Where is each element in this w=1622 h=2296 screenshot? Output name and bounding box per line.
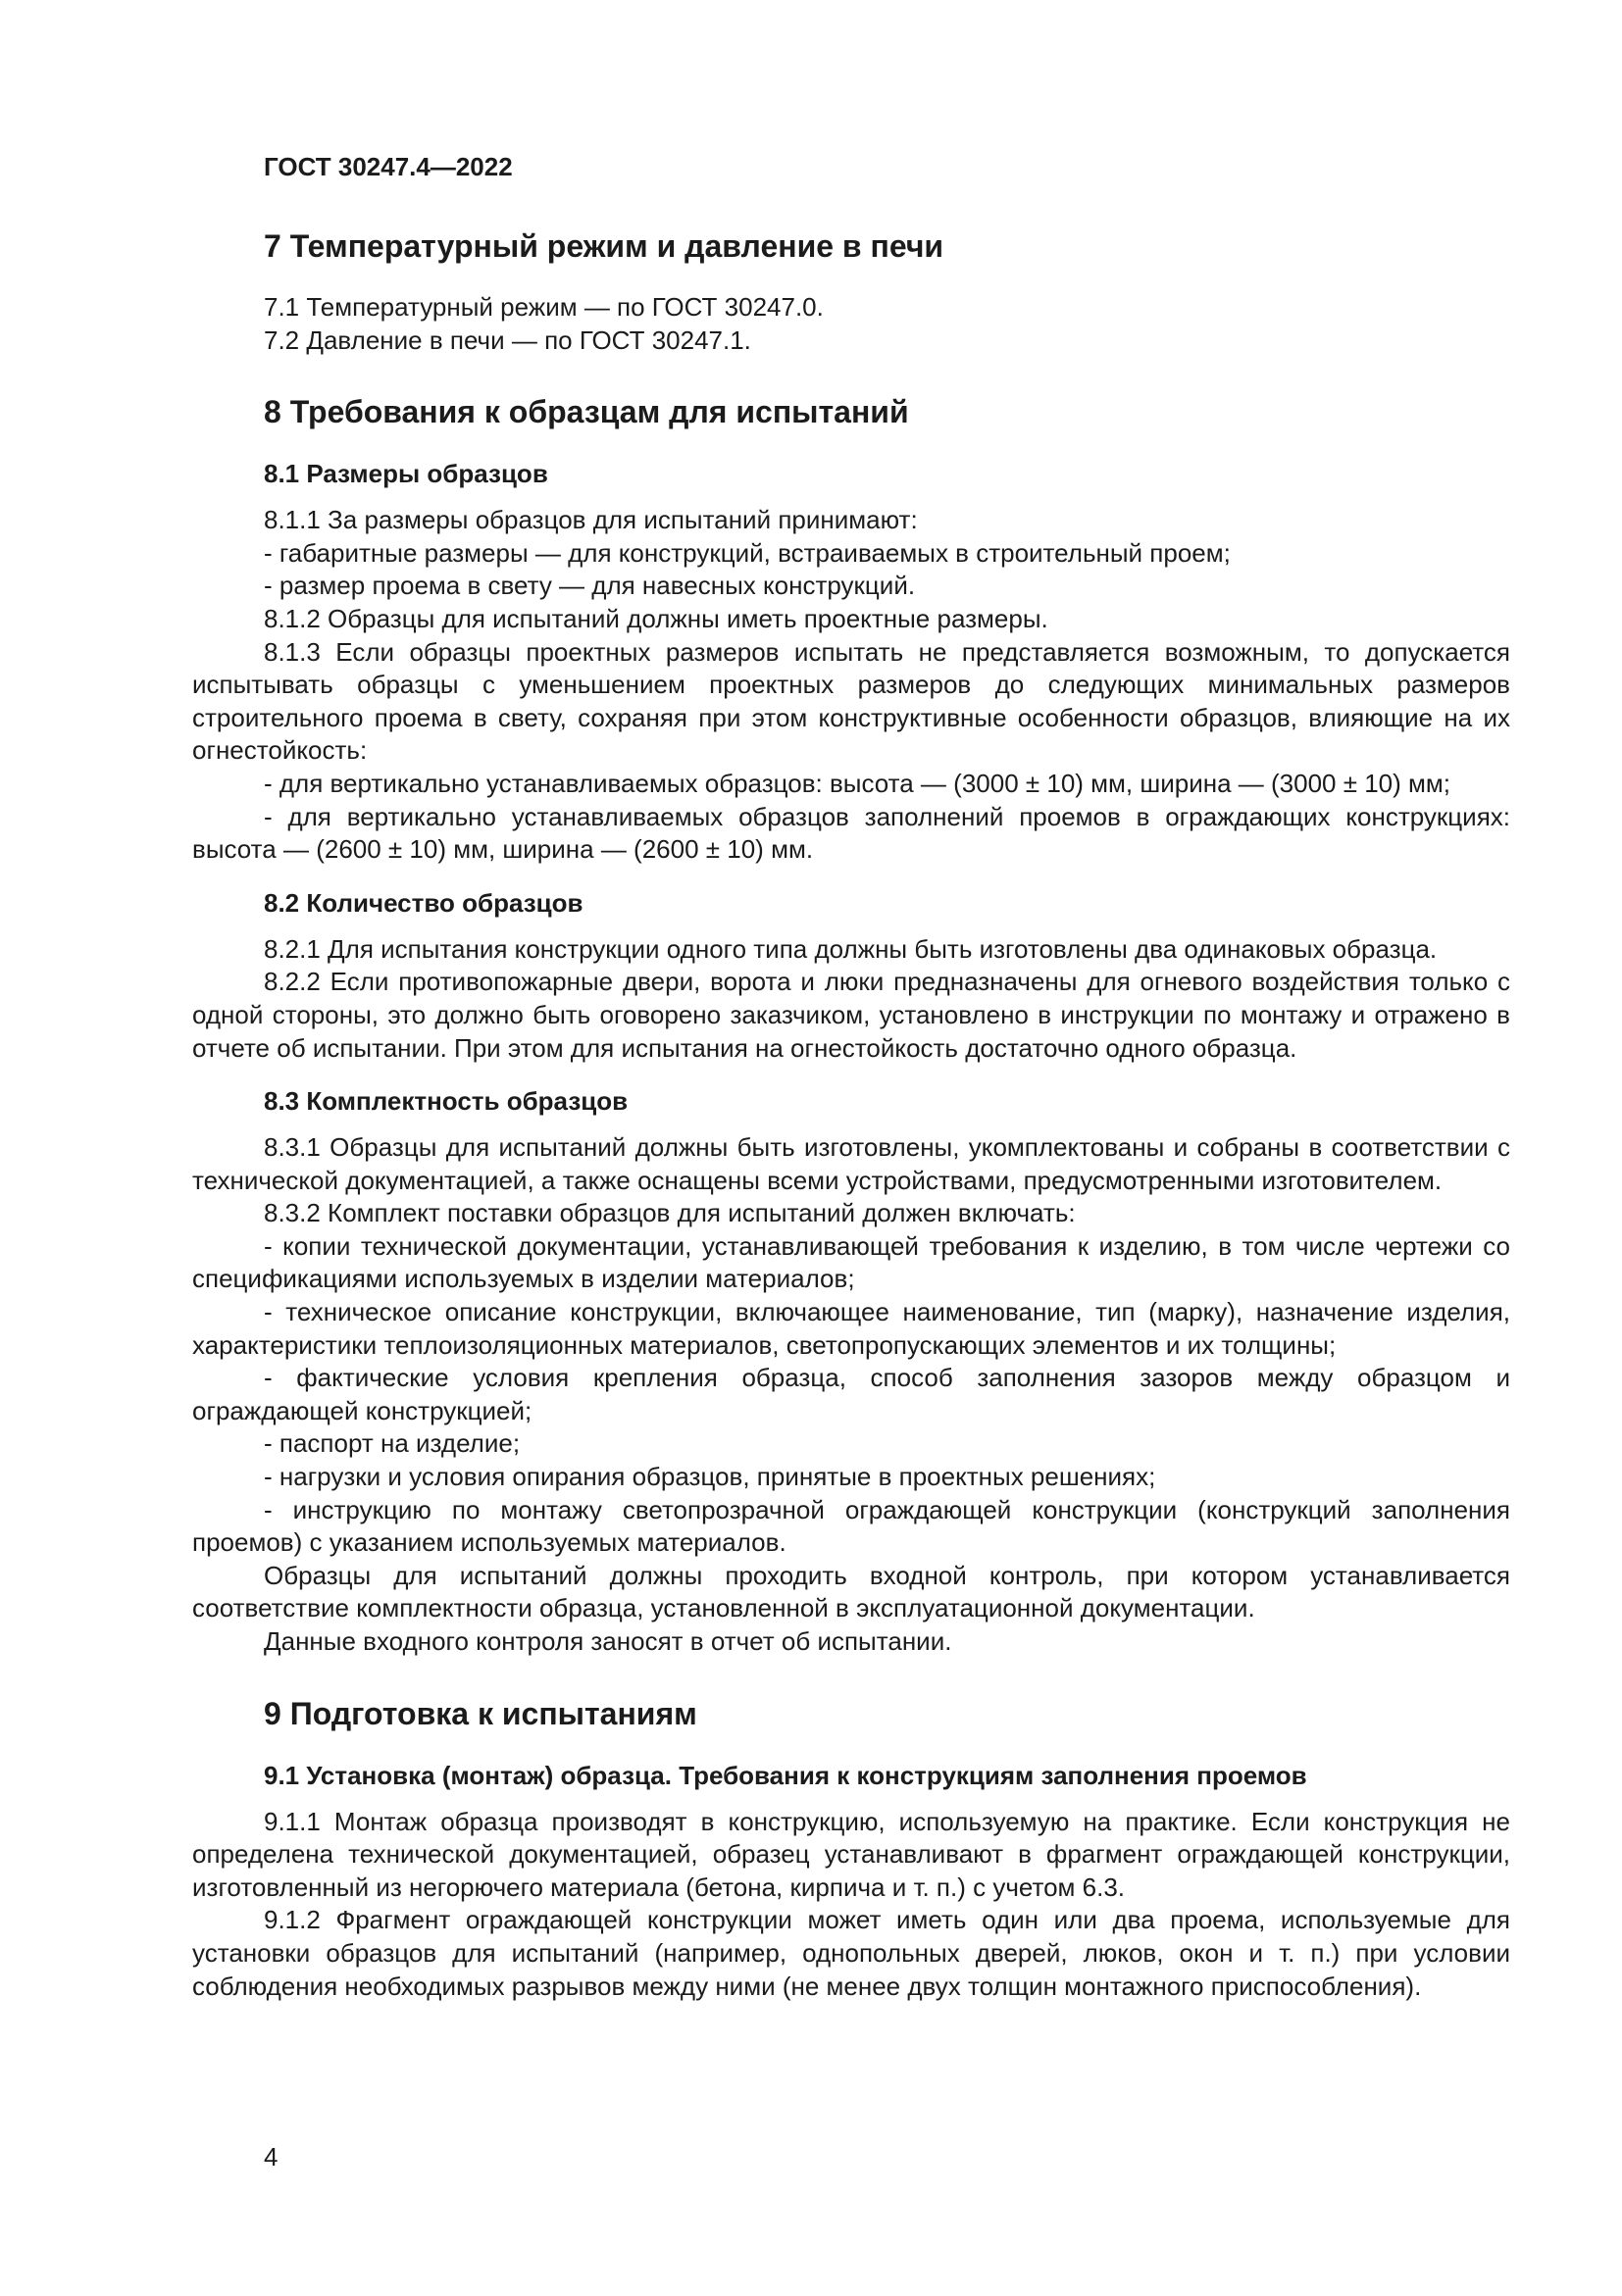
list-item: - фактические условия крепления образца, способ заполнения зазоров между образцом и ограждающей конструкцией; [192, 1363, 1510, 1425]
list-item: - размер проема в свету — для навесных конструкций. [264, 571, 916, 601]
list-item: - паспорт на изделие; [264, 1428, 521, 1459]
para-7-1: 7.1 Температурный режим — по ГОСТ 30247.0. [264, 292, 824, 322]
subsection-8-1-title: 8.1 Размеры образцов [264, 459, 548, 489]
list-item: - габаритные размеры — для конструкций, встраиваемых в строительный проем; [264, 537, 1231, 568]
page-content [192, 226, 1510, 2003]
para-9-1-2: 9.1.2 Фрагмент ограждающей конструкции может иметь один или два проема, используемые для установки образцов для испытаний (например, однопольных дверей, люков, окон и т. п.) при условии соблюдения необходимых разрывов между ними (не менее двух толщин монтажного приспособления). [192, 1905, 1510, 2001]
page-number: 4 [264, 2142, 279, 2171]
para-8-2-2: 8.2.2 Если противопожарные двери, ворота и люки предназначены для огневого воздействия только с одной стороны, это должно быть оговорено заказчиком, установлено в инструкции по монтажу и отражено в отчете об испытании. При этом для испытания на огнестойкость достаточно одного образца. [192, 967, 1510, 1063]
list-item: - для вертикально устанавливаемых образцов: высота — (3000 ± 10) мм, ширина — (3000 ± 10) мм; [264, 768, 1450, 798]
para-8-1-3: 8.1.3 Если образцы проектных размеров испытать не представляется возможным, то допускается испытывать образцы с уменьшением проектных размеров до следующих минимальных размеров строительного проема в свету, сохраняя при этом конструктивные особенности образцов, влияющие на их огнестойкость: [192, 636, 1510, 766]
list-item: - копии технической документации, устанавливающей требования к изделию, в том числе чертежи со спецификациями используемых в изделии материалов; [192, 1230, 1510, 1294]
list-item: - инструкцию по монтажу светопрозрачной ограждающей конструкции (конструкций заполнения проемов) с указанием используемых материалов. [192, 1494, 1510, 1558]
list-item: - нагрузки и условия опирания образцов, принятые в проектных решениях; [264, 1462, 1156, 1492]
para-7-2: 7.2 Давление в печи — по ГОСТ 30247.1. [264, 324, 751, 355]
list-item: - техническое описание конструкции, включающее наименование, тип (марку), назначение изделия, характеристики теплоизоляционных материалов, светопропускающих элементов и их толщины; [192, 1297, 1510, 1360]
paragraph: Образцы для испытаний должны проходить входной контроль, при котором устанавливается соответствие комплектности образца, установленной в эксплуатационной документации. [192, 1560, 1510, 1623]
para-8-2-1: 8.2.1 Для испытания конструкции одного типа должны быть изготовлены два одинаковых образца. [264, 933, 1438, 964]
document-page [0, 3, 1622, 2296]
para-8-1-2: 8.1.2 Образцы для испытаний должны иметь проектные размеры. [264, 603, 1048, 633]
subsection-9-1-title: 9.1 Установка (монтаж) образца. Требования к конструкциям заполнения проемов [264, 1760, 1307, 1790]
para-8-3-2: 8.3.2 Комплект поставки образцов для испытаний должен включать: [264, 1198, 1076, 1228]
paragraph: Данные входного контроля заносят в отчет об испытании. [264, 1626, 952, 1656]
document-id-header: ГОСТ 30247.4—2022 [264, 152, 513, 181]
subsection-8-2-title: 8.2 Количество образцов [264, 887, 583, 918]
list-item: - для вертикально устанавливаемых образцов заполнений проемов в ограждающих конструкциях: высота — (2600 ± 10) мм, ширина — (2600 ± 10) мм. [192, 801, 1510, 865]
section-7-title: 7 Температурный режим и давление в печи [264, 228, 944, 264]
para-8-3-1: 8.3.1 Образцы для испытаний должны быть изготовлены, укомплектованы и собраны в соответствии с технической документацией, а также оснащены всеми устройствами, предусмотренными изготовителем. [192, 1132, 1510, 1195]
para-8-1-1: 8.1.1 За размеры образцов для испытаний принимают: [264, 505, 918, 535]
para-9-1-1: 9.1.1 Монтаж образца производят в конструкцию, используемую на практике. Если конструкция не определена технической документацией, образец устанавливают в фрагмент ограждающей конструкции, изготовленный из негорючего материала (бетона, кирпича и т. п.) с учетом 6.3. [192, 1806, 1510, 1902]
section-9-title: 9 Подготовка к испытаниям [264, 1695, 697, 1731]
section-8-title: 8 Требования к образцам для испытаний [264, 394, 909, 430]
subsection-8-3-title: 8.3 Комплектность образцов [264, 1086, 629, 1117]
